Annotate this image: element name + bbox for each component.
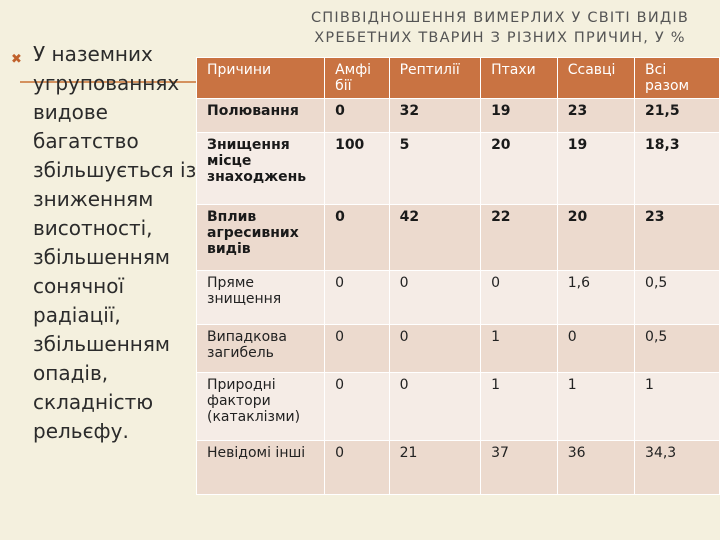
bullet-text-line: опадів, (33, 361, 109, 385)
value-cell: 0 (389, 373, 480, 441)
table-row (197, 373, 720, 441)
value-cell: 0,5 (635, 325, 720, 373)
bullet-text-line: збільшенням (33, 332, 170, 356)
table-row (197, 271, 720, 325)
value-cell: 0 (557, 325, 634, 373)
cause-text: Невідомі інші (207, 445, 306, 461)
bullet-text (33, 40, 198, 446)
table-row (197, 205, 720, 271)
column-header-text: Рептилії (399, 62, 460, 78)
bullet-text-line: рельєфу. (33, 419, 129, 443)
cause-text: знаходжень (207, 169, 307, 185)
extinction-causes-table (196, 57, 720, 495)
table-body (197, 99, 720, 495)
value-cell: 32 (389, 99, 480, 133)
value-cell: 42 (389, 205, 480, 271)
value-cell: 0 (325, 441, 390, 495)
value-cell: 0 (325, 205, 390, 271)
column-header-text: Амфі (335, 62, 372, 78)
cause-text: фактори (207, 393, 271, 409)
table-row (197, 133, 720, 205)
column-header (197, 58, 325, 99)
column-header-text: бії (335, 78, 352, 94)
table-row (197, 441, 720, 495)
bullet-text-line: збільшенням (33, 245, 170, 269)
cause-cell (197, 99, 325, 133)
value-cell: 0 (389, 325, 480, 373)
cause-text: Пряме (207, 275, 255, 291)
value-cell: 1 (481, 373, 558, 441)
value-cell: 1 (481, 325, 558, 373)
cause-text: Природні (207, 377, 276, 393)
value-cell: 1,6 (557, 271, 634, 325)
cause-text: знищення (207, 291, 282, 307)
slide-title-line: СПІВВІДНОШЕННЯ ВИМЕРЛИХ У СВІТІ ВИДІВ (310, 10, 690, 26)
value-cell: 5 (389, 133, 480, 205)
value-cell: 23 (557, 99, 634, 133)
value-cell: 20 (557, 205, 634, 271)
bullet-text-line: зниженням (33, 187, 154, 211)
value-cell: 0 (389, 271, 480, 325)
cause-text: Знищення (207, 137, 290, 153)
column-header (325, 58, 390, 99)
bullet-text-line: угрупованнях (33, 71, 180, 95)
cause-text: Вплив (207, 209, 257, 225)
bullet-text-line: радіації, (33, 303, 121, 327)
cause-text: агресивних (207, 225, 299, 241)
value-cell: 0 (325, 373, 390, 441)
bullet-text-line: збільшується із (33, 158, 197, 182)
value-cell: 19 (481, 99, 558, 133)
value-cell: 21,5 (635, 99, 720, 133)
column-header-text: Птахи (491, 62, 536, 78)
bullet-text-line: видове (33, 100, 108, 124)
slide-title (290, 8, 710, 48)
value-cell: 100 (325, 133, 390, 205)
cause-cell (197, 271, 325, 325)
column-header-text: разом (645, 78, 690, 94)
value-cell: 21 (389, 441, 480, 495)
value-cell: 0 (325, 325, 390, 373)
column-header-text: Причини (207, 62, 272, 78)
value-cell: 0 (481, 271, 558, 325)
slide-title-line: ХРЕБЕТНИХ ТВАРИН З РІЗНИХ ПРИЧИН, У % (314, 30, 686, 46)
table-row (197, 325, 720, 373)
cause-cell (197, 205, 325, 271)
cause-text: Полювання (207, 103, 299, 119)
cause-text: загибель (207, 345, 274, 361)
value-cell: 1 (557, 373, 634, 441)
cause-text: (катаклізми) (207, 409, 301, 425)
value-cell: 37 (481, 441, 558, 495)
value-cell: 36 (557, 441, 634, 495)
cause-cell (197, 373, 325, 441)
cause-text: місце (207, 153, 252, 169)
cause-cell (197, 325, 325, 373)
column-header (481, 58, 558, 99)
table-header-row (197, 58, 720, 99)
cause-cell (197, 441, 325, 495)
bullet-text-line: У наземних (33, 42, 153, 66)
value-cell: 23 (635, 205, 720, 271)
column-header (389, 58, 480, 99)
cause-cell (197, 133, 325, 205)
cause-text: Випадкова (207, 329, 287, 345)
column-header (635, 58, 720, 99)
value-cell: 0 (325, 99, 390, 133)
bullet-text-line: багатство (33, 129, 139, 153)
value-cell: 20 (481, 133, 558, 205)
bullet-text-line: сонячної (33, 274, 125, 298)
bullet-text-line: складністю (33, 390, 154, 414)
column-header (557, 58, 634, 99)
table-row (197, 99, 720, 133)
x-bullet-icon: ✖ (11, 52, 22, 67)
column-header-text: Ссавці (567, 62, 616, 78)
value-cell: 1 (635, 373, 720, 441)
column-header-text: Всі (645, 62, 667, 78)
value-cell: 18,3 (635, 133, 720, 205)
value-cell: 0,5 (635, 271, 720, 325)
value-cell: 34,3 (635, 441, 720, 495)
value-cell: 0 (325, 271, 390, 325)
value-cell: 22 (481, 205, 558, 271)
cause-text: видів (207, 241, 251, 257)
bullet-text-line: висотності, (33, 216, 153, 240)
value-cell: 19 (557, 133, 634, 205)
